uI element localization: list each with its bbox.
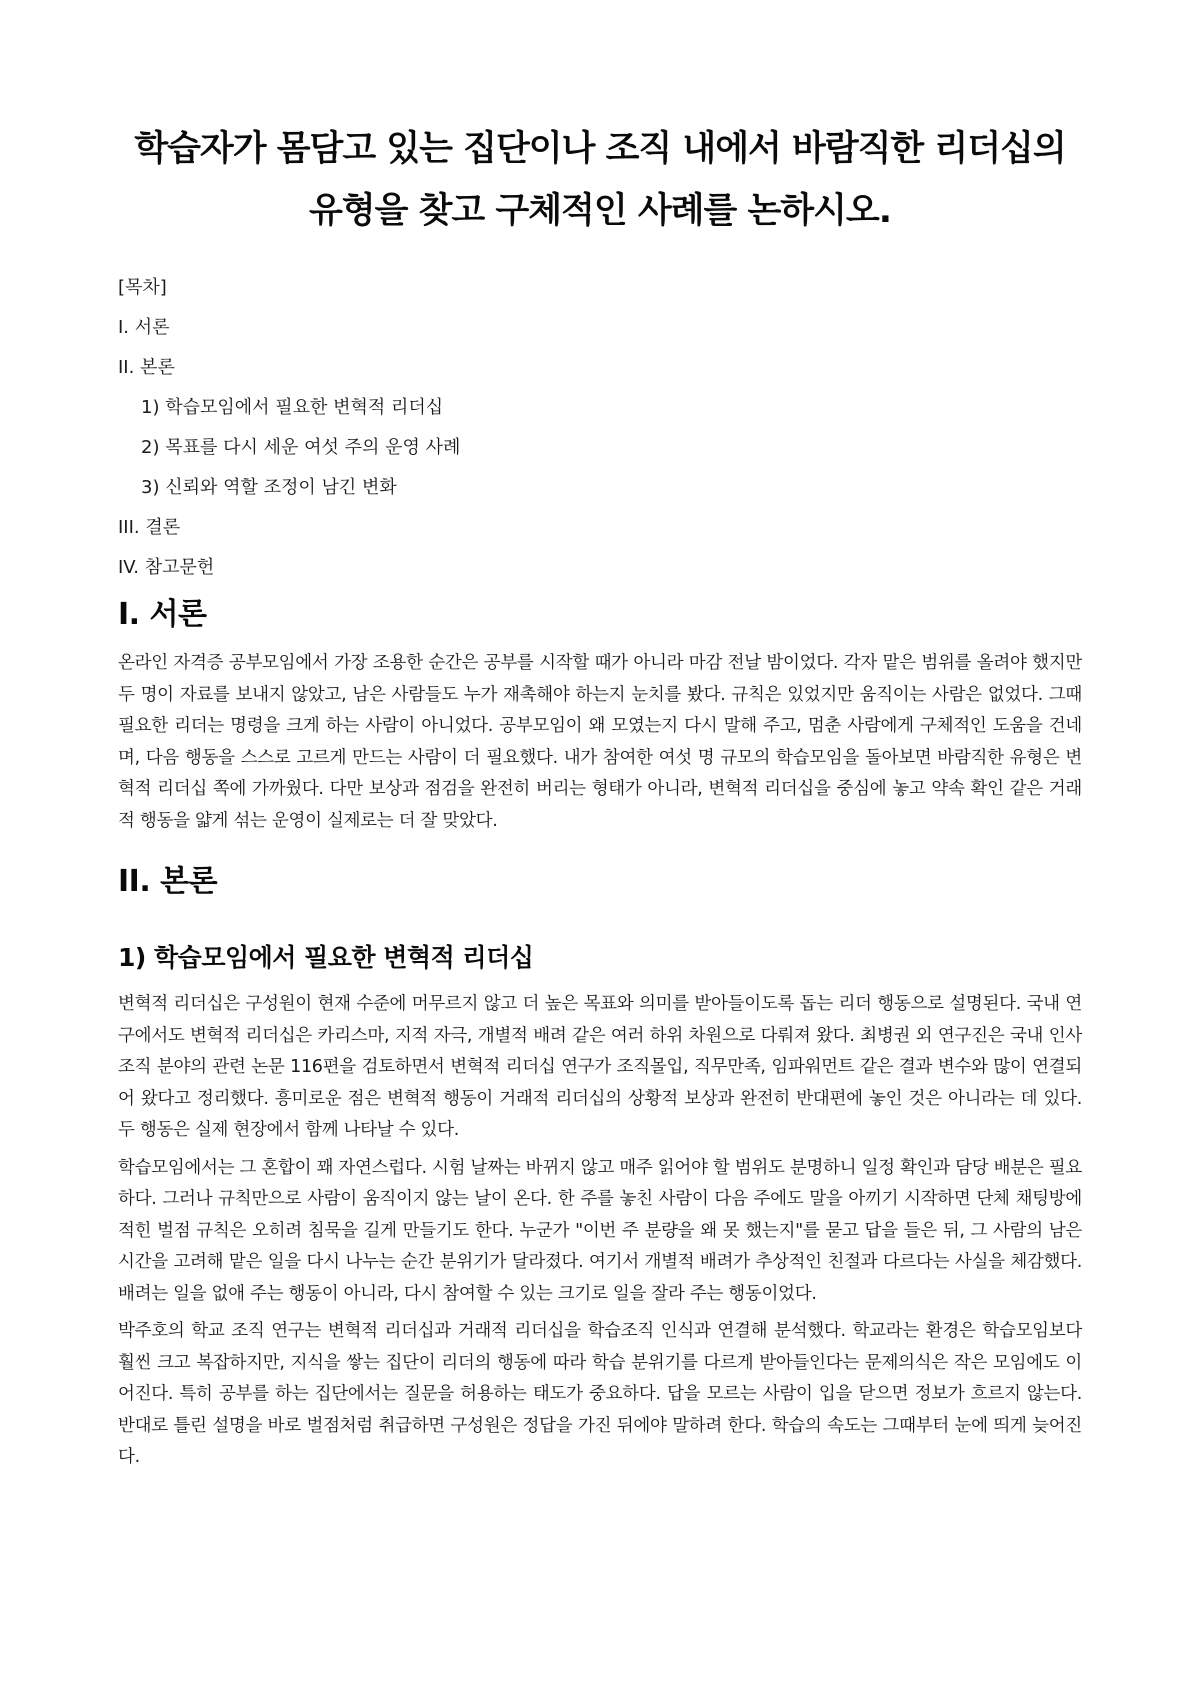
toc-item-intro: I. 서론 [118, 317, 170, 338]
body-section [118, 863, 1082, 1474]
section-heading-body: II. 본론 [118, 864, 218, 899]
intro-section [118, 596, 1082, 837]
body-paragraph: 박주호의 학교 조직 연구는 변혁적 리더십과 거래적 리더십을 학습조직 인식과 연결해 분석했다. 학교라는 환경은 학습모임보다 훨씬 크고 복잡하지만, 지식을 쌓는 집단이 리더의 행동에 따라 학습 분위기를 다르게 받아들인다는 문제의식은 작은 모임에도 이어진다. 특히 공부를 하는 집단에서는 질문을 허용하는 태도가 중요하다. 답을 모르는 사람이 입을 닫으면 정보가 흐르지 않는다. 반대로 틀린 설명을 바로 벌점처럼 취급하면 구성원은 정답을 가진 뒤에야 말하려 한다. 학습의 속도는 그때부터 눈에 띄게 늦어진다. [118, 1321, 1082, 1467]
toc-item-body-1: 1) 학습모임에서 필요한 변혁적 리더십 [141, 397, 444, 418]
document-title [118, 118, 1082, 242]
intro-paragraph: 온라인 자격증 공부모임에서 가장 조용한 순간은 공부를 시작할 때가 아니라 마감 전날 밤이었다. 각자 맡은 범위를 올려야 했지만 두 명이 자료를 보내지 않았고, 남은 사람들도 누가 재촉해야 하는지 눈치를 봤다. 규칙은 있었지만 움직이는 사람은 없었다. 그때 필요한 리더는 명령을 크게 하는 사람이 아니었다. 공부모임이 왜 모였는지 다시 말해 주고, 멈춘 사람에게 구체적인 도움을 건네며, 다음 행동을 스스로 고르게 만드는 사람이 더 필요했다. 내가 참여한 여섯 명 규모의 학습모임을 돌아보면 바람직한 유형은 변혁적 리더십 쪽에 가까웠다. 다만 보상과 점검을 완전히 버리는 형태가 아니라, 변혁적 리더십을 중심에 놓고 약속 확인 같은 거래적 행동을 얇게 섞는 운영이 실제로는 더 잘 맞았다. [118, 653, 1082, 831]
document-page [118, 118, 1082, 1474]
section-heading-intro: I. 서론 [118, 597, 207, 632]
subsection-heading-1: 1) 학습모임에서 필요한 변혁적 리더십 [118, 943, 534, 972]
body-paragraph: 변혁적 리더십은 구성원이 현재 수준에 머무르지 않고 더 높은 목표와 의미를 받아들이도록 돕는 리더 행동으로 설명된다. 국내 연구에서도 변혁적 리더십은 카리스마, 지적 자극, 개별적 배려 같은 여러 하위 차원으로 다뤄져 왔다. 최병권 외 연구진은 국내 인사조직 분야의 관련 논문 116편을 검토하면서 변혁적 리더십 연구가 조직몰입, 직무만족, 임파워먼트 같은 결과 변수와 많이 연결되어 왔다고 정리했다. 흥미로운 점은 변혁적 행동이 거래적 리더십의 상황적 보상과 완전히 반대편에 놓인 것은 아니라는 데 있다. 두 행동은 실제 현장에서 함께 나타날 수 있다. [118, 994, 1082, 1140]
toc-item-conclusion: III. 결론 [118, 517, 181, 538]
title-line: 유형을 찾고 구체적인 사례를 논하시오. [309, 191, 891, 231]
title-line: 학습자가 몸담고 있는 집단이나 조직 내에서 바람직한 리더십의 [134, 129, 1066, 169]
toc-item-body: II. 본론 [118, 357, 175, 378]
body-paragraph: 학습모임에서는 그 혼합이 꽤 자연스럽다. 시험 날짜는 바뀌지 않고 매주 읽어야 할 범위도 분명하니 일정 확인과 담당 배분은 필요하다. 그러나 규칙만으로 사람이 움직이지 않는 날이 온다. 한 주를 놓친 사람이 다음 주에도 말을 아끼기 시작하면 단체 채팅방에 적힌 벌점 규칙은 오히려 침묵을 길게 만들기도 한다. 누군가 "이번 주 분량을 왜 못 했는지"를 묻고 답을 들은 뒤, 그 사람의 남은 시간을 고려해 맡은 일을 다시 나누는 순간 분위기가 달라졌다. 여기서 개별적 배려가 추상적인 친절과 다르다는 사실을 체감했다. 배려는 일을 없애 주는 행동이 아니라, 다시 참여할 수 있는 크기로 일을 잘라 주는 행동이었다. [118, 1157, 1082, 1304]
toc-item-body-3: 3) 신뢰와 역할 조정이 남긴 변화 [141, 477, 397, 498]
toc-heading: [목차] [118, 277, 167, 298]
toc-item-body-2: 2) 목표를 다시 세운 여섯 주의 운영 사례 [141, 437, 461, 458]
toc-item-references: IV. 참고문헌 [118, 557, 215, 578]
table-of-contents [118, 276, 1082, 580]
